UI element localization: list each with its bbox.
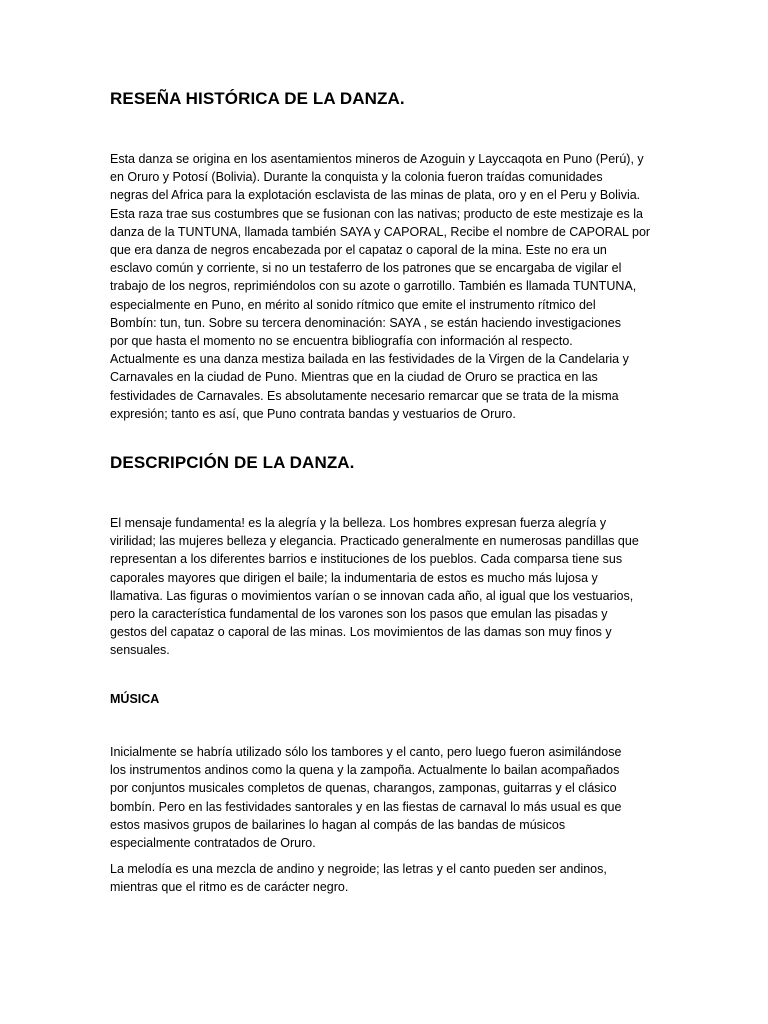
section-title-musica: MÚSICA xyxy=(110,692,160,706)
paragraph-musica-2: La melodía es una mezcla de andino y negroide; las letras y el canto pueden ser andinos, mientras que el ritmo es de carácter negro. xyxy=(110,862,607,895)
paragraph-resena-historica: Esta danza se origina en los asentamientos mineros de Azoguin y Layccaqota en Puno (Perú), y en Oruro y Potosí (Bolivia). Durante la conquista y la colonia fueron traídas comunidades negras del Africa para la explotación esclavista de las minas de plata, oro y en el Peru y Bolivia. Esta raza trae sus costumbres que se fusionan con las nativas; producto de este mestizaje es la danza de la TUNTUNA, llamada también SAYA y CAPORAL, Recibe el nombre de CAPORAL por que era danza de negros encabezada por el capataz o caporal de la mina. Este no era un esclavo común y corriente, si no un testaferro de los patrones que se encargaba de vigilar el trabajo de los negros, reprimiéndolos con su azote o garrotillo. También es llamada TUNTUNA, especialmente en Puno, en mérito al sonido rítmico que emite el instrumento rítmico del Bombín: tun, tun. Sobre su tercera denominación: SAYA , se están haciendo investigaciones por que hasta el momento no se encuentra bibliografía con información al respecto. Actualmente es una danza mestiza bailada en las festividades de la Virgen de la Candelaria y Carnavales en la ciudad de Puno. Mientras que en la ciudad de Oruro se practica en las festividades de Carnavales. Es absolutamente necesario remarcar que se trata de la misma expresión; tanto es así, que Puno contrata bandas y vestuarios de Oruro. xyxy=(110,152,651,421)
section-title-resena-historica: RESEÑA HISTÓRICA DE LA DANZA. xyxy=(110,89,405,108)
paragraph-musica-1: Inicialmente se habría utilizado sólo los tambores y el canto, pero luego fueron asimilándose los instrumentos andinos como la quena y la zampoña. Actualmente lo bailan acompañados por conjuntos musicales completos de quenas, charangos, zamponas, guitarras y el clásico bombín. Pero en las festividades santorales y en las fiestas de carnaval lo más usual es que estos masivos grupos de bailarines lo hagan al compás de las bandas de músicos especialmente contratados de Oruro. xyxy=(110,745,622,851)
paragraph-descripcion: El mensaje fundamenta! es la alegría y la belleza. Los hombres expresan fuerza alegría y virilidad; las mujeres belleza y elegancia. Practicado generalmente en numerosas pandillas que representan a los diferentes barrios e instituciones de los pueblos. Cada comparsa tiene sus caporales mayores que dirigen el baile; la indumentaria de estos es mucho más lujosa y llamativa. Las figuras o movimientos varían o se innovan cada año, al igual que los vestuarios, pero la característica fundamental de los varones son los pasos que emulan las pisadas y gestos del capataz o caporal de las minas. Los movimientos de las damas son muy finos y sensuales. xyxy=(110,516,639,658)
section-title-descripcion: DESCRIPCIÓN DE LA DANZA. xyxy=(110,453,355,472)
